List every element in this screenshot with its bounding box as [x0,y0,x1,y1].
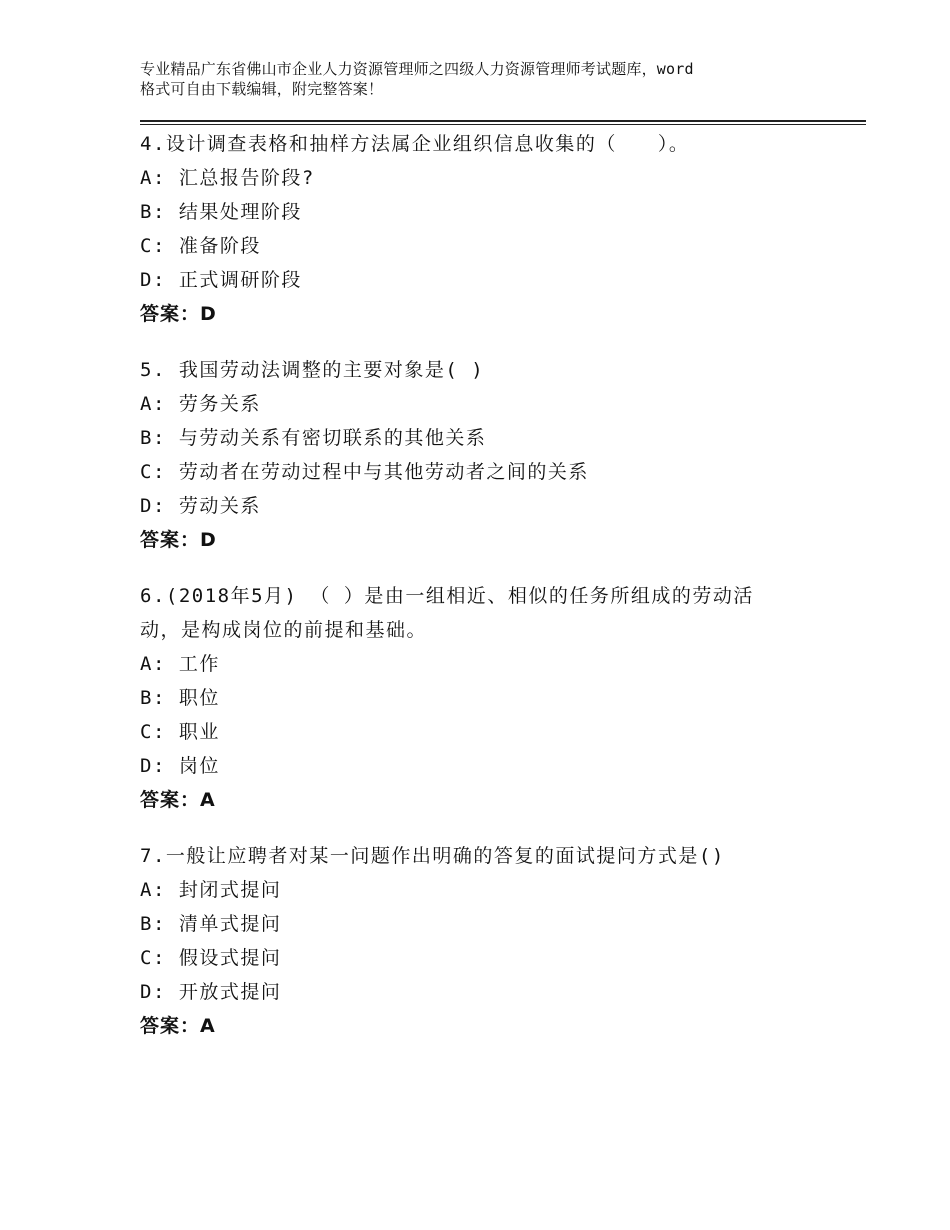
header-rule-thick [140,120,866,122]
question-list [140,127,820,1065]
question-7 [140,839,820,1043]
question-stem: 5. 我国劳动法调整的主要对象是( ) [140,359,485,381]
header-line-1: 专业精品广东省佛山市企业人力资源管理师之四级人力资源管理师考试题库，word [140,60,694,78]
question-stem-line-1: 6.(2018年5月) （ ）是由一组相近、相似的任务所组成的劳动活 [140,585,754,607]
option-a: A: 封闭式提问 [140,879,282,901]
option-d: D: 岗位 [140,755,220,777]
option-d: D: 劳动关系 [140,495,261,517]
answer-label: 答案：D [140,303,217,325]
option-a: A: 汇总报告阶段? [140,167,315,189]
option-b: B: 职位 [140,687,220,709]
question-4 [140,127,820,331]
option-a: A: 工作 [140,653,220,675]
header-line-2: 格式可自由下载编辑，附完整答案！ [140,80,384,98]
question-stem: 4.设计调查表格和抽样方法属企业组织信息收集的（ ）。 [140,133,690,155]
option-b: B: 清单式提问 [140,913,282,935]
option-b: B: 与劳动关系有密切联系的其他关系 [140,427,487,449]
option-d: D: 开放式提问 [140,981,282,1003]
answer-label: 答案：D [140,529,217,551]
option-d: D: 正式调研阶段 [140,269,302,291]
header-rule-thin [140,124,866,125]
option-c: C: 劳动者在劳动过程中与其他劳动者之间的关系 [140,461,589,483]
option-c: C: 假设式提问 [140,947,282,969]
document-header [140,59,840,99]
option-c: C: 准备阶段 [140,235,261,257]
answer-label: 答案：A [140,1015,216,1037]
question-stem-line-2: 动，是构成岗位的前提和基础。 [140,619,428,641]
question-6 [140,579,820,817]
question-5 [140,353,820,557]
question-stem: 7.一般让应聘者对某一问题作出明确的答复的面试提问方式是() [140,845,725,867]
option-b: B: 结果处理阶段 [140,201,302,223]
option-a: A: 劳务关系 [140,393,261,415]
answer-label: 答案：A [140,789,216,811]
option-c: C: 职业 [140,721,220,743]
